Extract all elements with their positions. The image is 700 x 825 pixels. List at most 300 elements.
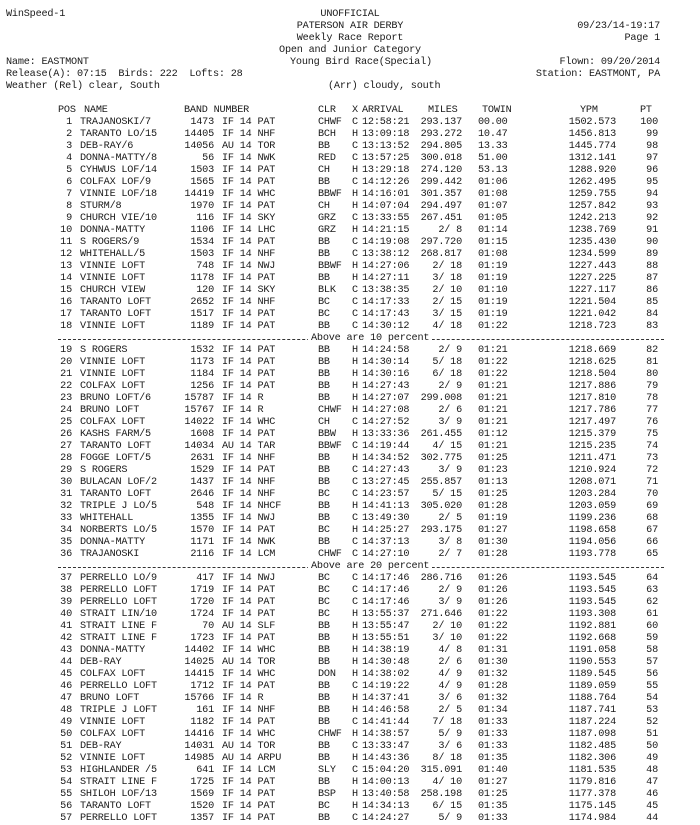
- row-clr: BB: [318, 717, 330, 728]
- row-pt: 73: [646, 453, 658, 464]
- row-arrival: 14:27:10: [362, 549, 410, 560]
- separator-label: Above are 20 percent: [308, 561, 432, 573]
- table-row: [0, 801, 700, 813]
- row-pt: 59: [646, 633, 658, 644]
- row-pt: 70: [646, 489, 658, 500]
- row-pt: 75: [646, 429, 658, 440]
- row-towin: 01:21: [478, 417, 508, 428]
- row-miles: 268.817: [420, 249, 462, 260]
- row-band: 15787: [184, 393, 214, 404]
- row-pos: 51: [60, 741, 72, 752]
- row-pos: 52: [60, 753, 72, 764]
- table-row: [0, 645, 700, 657]
- row-arrival: 14:30:14: [362, 357, 410, 368]
- release-info: Release(A): 07:15 Birds: 222 Lofts: 28: [6, 69, 243, 80]
- row-pos: 22: [60, 381, 72, 392]
- row-name: TRAJANOSKI/7: [80, 117, 151, 128]
- row-towin: 53.13: [478, 165, 508, 176]
- row-band: 548: [196, 501, 214, 512]
- row-pt: 66: [646, 537, 658, 548]
- row-x: H: [352, 657, 358, 668]
- row-pt: 93: [646, 201, 658, 212]
- row-name: PERRELLO LOFT: [80, 813, 157, 824]
- row-band: 14405: [184, 129, 214, 140]
- row-club: AU 14 TOR: [222, 141, 276, 152]
- row-arrival: 14:41:44: [362, 717, 410, 728]
- row-band: 1719: [190, 585, 214, 596]
- row-ypm: 1262.495: [568, 177, 616, 188]
- location-name: Name: EASTMONT: [6, 57, 89, 68]
- row-miles: 4/ 18: [432, 321, 462, 332]
- row-pos: 25: [60, 417, 72, 428]
- row-club: IF 14 PAT: [222, 165, 276, 176]
- row-band: 1720: [190, 597, 214, 608]
- row-club: IF 14 PAT: [222, 801, 276, 812]
- row-name: PERRELLO LO/9: [80, 573, 157, 584]
- row-clr: GRZ: [318, 225, 336, 236]
- row-arrival: 13:38:35: [362, 285, 410, 296]
- row-arrival: 14:27:08: [362, 405, 410, 416]
- row-name: COLFAX LOFT: [80, 669, 146, 680]
- row-name: TARANTO LOFT: [80, 441, 151, 452]
- row-clr: CH: [318, 201, 330, 212]
- row-ypm: 1257.842: [568, 201, 616, 212]
- row-club: IF 14 R: [222, 393, 264, 404]
- table-row: [0, 813, 700, 825]
- row-club: IF 14 PAT: [222, 789, 276, 800]
- row-clr: BB: [318, 681, 330, 692]
- row-name: PERRELLO LOFT: [80, 681, 157, 692]
- row-club: IF 14 NHF: [222, 489, 276, 500]
- row-ypm: 1502.573: [568, 117, 616, 128]
- row-name: KASHS FARM/5: [80, 429, 151, 440]
- row-pt: 55: [646, 681, 658, 692]
- row-miles: 294.805: [420, 141, 462, 152]
- table-row: [0, 537, 700, 549]
- row-miles: 2/ 9: [438, 381, 462, 392]
- row-miles: 271.646: [420, 609, 462, 620]
- row-arrival: 13:49:30: [362, 513, 410, 524]
- separator-label: Above are 10 percent: [308, 333, 432, 345]
- row-club: AU 14 TOR: [222, 657, 276, 668]
- row-name: TRIPLE J LOFT: [80, 705, 157, 716]
- row-towin: 01:25: [478, 453, 508, 464]
- row-ypm: 1208.071: [568, 477, 616, 488]
- program-name: WinSpeed-1: [6, 9, 66, 20]
- table-row: [0, 681, 700, 693]
- row-pos: 49: [60, 717, 72, 728]
- row-clr: BBWF: [318, 261, 342, 272]
- table-row: [0, 273, 700, 285]
- row-miles: 3/ 6: [438, 741, 462, 752]
- row-x: C: [352, 153, 358, 164]
- row-band: 2631: [190, 453, 214, 464]
- row-ypm: 1217.497: [568, 417, 616, 428]
- row-clr: BB: [318, 273, 330, 284]
- row-band: 1565: [190, 177, 214, 188]
- row-band: 14034: [184, 441, 214, 452]
- row-miles: 2/ 7: [438, 549, 462, 560]
- row-miles: 3/ 9: [438, 465, 462, 476]
- row-band: 1532: [190, 345, 214, 356]
- row-pt: 79: [646, 381, 658, 392]
- row-arrival: 14:30:16: [362, 369, 410, 380]
- row-name: VINNIE LOFT: [80, 717, 146, 728]
- row-pt: 50: [646, 741, 658, 752]
- row-club: IF 14 NWJ: [222, 513, 276, 524]
- row-arrival: 14:41:13: [362, 501, 410, 512]
- row-towin: 01:28: [478, 549, 508, 560]
- row-pos: 5: [66, 165, 72, 176]
- row-ypm: 1187.098: [568, 729, 616, 740]
- row-x: C: [352, 513, 358, 524]
- row-miles: 315.091: [420, 765, 462, 776]
- row-pos: 57: [60, 813, 72, 824]
- row-pos: 2: [66, 129, 72, 140]
- row-name: VINNIE LOF/18: [80, 189, 157, 200]
- row-name: VINNIE LOFT: [80, 357, 146, 368]
- row-band: 14402: [184, 645, 214, 656]
- table-row: [0, 129, 700, 141]
- row-name: TARANTO LOFT: [80, 489, 151, 500]
- row-name: S ROGERS: [80, 465, 128, 476]
- row-pos: 45: [60, 669, 72, 680]
- row-clr: BB: [318, 249, 330, 260]
- table-row: [0, 117, 700, 129]
- row-pos: 21: [60, 369, 72, 380]
- row-x: H: [352, 609, 358, 620]
- row-pt: 97: [646, 153, 658, 164]
- row-arrival: 14:21:15: [362, 225, 410, 236]
- table-row: [0, 549, 700, 561]
- row-band: 2116: [190, 549, 214, 560]
- row-band: 14031: [184, 741, 214, 752]
- row-miles: 2/ 6: [438, 405, 462, 416]
- row-pt: 92: [646, 213, 658, 224]
- row-miles: 3/ 9: [438, 417, 462, 428]
- row-x: C: [352, 117, 358, 128]
- row-pos: 53: [60, 765, 72, 776]
- row-arrival: 14:24:27: [362, 813, 410, 824]
- row-pos: 54: [60, 777, 72, 788]
- row-pos: 43: [60, 645, 72, 656]
- row-pos: 9: [66, 213, 72, 224]
- row-arrival: 14:17:46: [362, 573, 410, 584]
- row-x: C: [352, 681, 358, 692]
- row-name: STRAIT LINE F: [80, 777, 157, 788]
- row-band: 1189: [190, 321, 214, 332]
- row-club: AU 14 TOR: [222, 741, 276, 752]
- row-x: H: [352, 777, 358, 788]
- row-towin: 01:28: [478, 501, 508, 512]
- row-clr: BBWF: [318, 189, 342, 200]
- row-band: 1712: [190, 681, 214, 692]
- table-row: [0, 345, 700, 357]
- report-status: UNOFFICIAL: [320, 9, 380, 20]
- row-clr: BB: [318, 633, 330, 644]
- row-pt: 100: [640, 117, 658, 128]
- row-arrival: 13:09:18: [362, 129, 410, 140]
- row-towin: 01:22: [478, 369, 508, 380]
- row-miles: 3/ 15: [432, 309, 462, 320]
- row-band: 1517: [190, 309, 214, 320]
- row-clr: BB: [318, 453, 330, 464]
- col-pt: PT: [640, 105, 652, 116]
- row-pt: 72: [646, 465, 658, 476]
- row-x: H: [352, 369, 358, 380]
- row-pos: 37: [60, 573, 72, 584]
- row-name: TRAJANOSKI: [80, 549, 140, 560]
- row-miles: 5/ 15: [432, 489, 462, 500]
- row-name: PERRELLO LOFT: [80, 585, 157, 596]
- row-clr: BB: [318, 513, 330, 524]
- row-band: 14416: [184, 729, 214, 740]
- row-band: 748: [196, 261, 214, 272]
- row-name: STRAIT LIN/10: [80, 609, 157, 620]
- row-club: IF 14 PAT: [222, 321, 276, 332]
- row-clr: CH: [318, 417, 330, 428]
- row-band: 1608: [190, 429, 214, 440]
- table-row: [0, 453, 700, 465]
- row-arrival: 14:17:46: [362, 585, 410, 596]
- table-row: [0, 381, 700, 393]
- row-clr: BB: [318, 357, 330, 368]
- row-ypm: 1191.058: [568, 645, 616, 656]
- row-towin: 01:30: [478, 537, 508, 548]
- row-pt: 47: [646, 777, 658, 788]
- row-x: C: [352, 717, 358, 728]
- row-towin: 01:15: [478, 237, 508, 248]
- row-arrival: 14:38:19: [362, 645, 410, 656]
- row-ypm: 1192.881: [568, 621, 616, 632]
- weather-release: Weather (Rel) clear, South: [6, 81, 160, 92]
- row-arrival: 13:27:45: [362, 477, 410, 488]
- row-name: BRUNO LOFT: [80, 693, 140, 704]
- row-towin: 01:21: [478, 441, 508, 452]
- row-band: 1723: [190, 633, 214, 644]
- table-row: [0, 249, 700, 261]
- table-row: [0, 429, 700, 441]
- row-clr: BB: [318, 693, 330, 704]
- row-x: C: [352, 309, 358, 320]
- row-pos: 41: [60, 621, 72, 632]
- row-club: IF 14 PAT: [222, 345, 276, 356]
- row-towin: 01:22: [478, 357, 508, 368]
- row-arrival: 13:55:47: [362, 621, 410, 632]
- table-row: [0, 141, 700, 153]
- row-name: DEB-RAY: [80, 741, 122, 752]
- row-club: AU 14 SLF: [222, 621, 276, 632]
- page-number: Page 1: [624, 33, 660, 44]
- table-row: [0, 189, 700, 201]
- row-name: COLFAX LOFT: [80, 417, 146, 428]
- row-x: H: [352, 525, 358, 536]
- row-towin: 01:25: [478, 789, 508, 800]
- row-arrival: 14:00:13: [362, 777, 410, 788]
- row-name: BRUNO LOFT: [80, 405, 140, 416]
- row-clr: BC: [318, 309, 330, 320]
- row-clr: BB: [318, 141, 330, 152]
- row-pos: 16: [60, 297, 72, 308]
- row-ypm: 1218.504: [568, 369, 616, 380]
- row-club: IF 14 NWJ: [222, 261, 276, 272]
- row-ypm: 1192.668: [568, 633, 616, 644]
- table-row: [0, 369, 700, 381]
- table-row: [0, 225, 700, 237]
- row-miles: 302.775: [420, 453, 462, 464]
- row-miles: 293.175: [420, 525, 462, 536]
- col-pos: POS: [58, 105, 76, 116]
- row-band: 1534: [190, 237, 214, 248]
- row-clr: CHWF: [318, 729, 342, 740]
- row-ypm: 1193.308: [568, 609, 616, 620]
- row-clr: SLY: [318, 765, 336, 776]
- row-x: C: [352, 297, 358, 308]
- row-arrival: 14:27:11: [362, 273, 410, 284]
- row-clr: CHWF: [318, 117, 342, 128]
- row-name: DONNA-MATTY: [80, 537, 146, 548]
- row-towin: 01:13: [478, 477, 508, 488]
- row-miles: 300.018: [420, 153, 462, 164]
- row-arrival: 12:58:21: [362, 117, 410, 128]
- row-miles: 299.442: [420, 177, 462, 188]
- row-x: C: [352, 489, 358, 500]
- row-pt: 48: [646, 765, 658, 776]
- row-x: H: [352, 669, 358, 680]
- row-club: IF 14 PAT: [222, 525, 276, 536]
- row-club: IF 14 NHF: [222, 129, 276, 140]
- row-x: C: [352, 549, 358, 560]
- row-towin: 51.00: [478, 153, 508, 164]
- row-pos: 27: [60, 441, 72, 452]
- row-towin: 01:27: [478, 777, 508, 788]
- row-pos: 50: [60, 729, 72, 740]
- row-x: H: [352, 405, 358, 416]
- row-pt: 54: [646, 693, 658, 704]
- row-miles: 2/ 15: [432, 297, 462, 308]
- row-clr: BB: [318, 381, 330, 392]
- col-miles: MILES: [428, 105, 458, 116]
- row-pt: 80: [646, 369, 658, 380]
- row-band: 14985: [184, 753, 214, 764]
- row-club: IF 14 PAT: [222, 777, 276, 788]
- row-ypm: 1242.213: [568, 213, 616, 224]
- row-band: 116: [196, 213, 214, 224]
- row-name: COLFAX LOFT: [80, 381, 146, 392]
- col-towin: TOWIN: [482, 105, 512, 116]
- table-row: [0, 153, 700, 165]
- row-band: 1171: [190, 537, 214, 548]
- row-ypm: 1181.535: [568, 765, 616, 776]
- row-towin: 01:07: [478, 201, 508, 212]
- row-x: C: [352, 537, 358, 548]
- row-x: H: [352, 381, 358, 392]
- row-miles: 2/ 5: [438, 513, 462, 524]
- row-club: IF 14 WHC: [222, 729, 276, 740]
- col-band: BAND NUMBER: [184, 105, 250, 116]
- row-club: IF 14 NHF: [222, 453, 276, 464]
- table-row: [0, 585, 700, 597]
- row-arrival: 14:17:33: [362, 297, 410, 308]
- row-pt: 87: [646, 273, 658, 284]
- row-towin: 01:22: [478, 321, 508, 332]
- row-ypm: 1177.378: [568, 789, 616, 800]
- row-club: IF 14 PAT: [222, 369, 276, 380]
- row-name: DONNA-MATTY/8: [80, 153, 157, 164]
- row-pos: 48: [60, 705, 72, 716]
- row-towin: 01:19: [478, 513, 508, 524]
- row-ypm: 1217.810: [568, 393, 616, 404]
- row-club: IF 14 NHF: [222, 477, 276, 488]
- table-row: [0, 753, 700, 765]
- row-name: DONNA-MATTY: [80, 225, 146, 236]
- row-name: DEB-RAY: [80, 657, 122, 668]
- row-miles: 2/ 9: [438, 345, 462, 356]
- row-pos: 56: [60, 801, 72, 812]
- row-ypm: 1193.778: [568, 549, 616, 560]
- row-name: DEB-RAY/6: [80, 141, 134, 152]
- row-band: 2652: [190, 297, 214, 308]
- row-club: IF 14 PAT: [222, 309, 276, 320]
- row-miles: 2/ 8: [438, 225, 462, 236]
- row-pos: 23: [60, 393, 72, 404]
- row-club: IF 14 LCM: [222, 765, 276, 776]
- row-towin: 01:12: [478, 429, 508, 440]
- row-ypm: 1445.774: [568, 141, 616, 152]
- row-band: 1106: [190, 225, 214, 236]
- club-name: PATERSON AIR DERBY: [296, 21, 404, 32]
- row-miles: 274.120: [420, 165, 462, 176]
- row-miles: 4/ 9: [438, 669, 462, 680]
- row-club: IF 14 WHC: [222, 645, 276, 656]
- row-band: 1529: [190, 465, 214, 476]
- row-towin: 01:06: [478, 177, 508, 188]
- table-row: [0, 321, 700, 333]
- row-ypm: 1203.059: [568, 501, 616, 512]
- row-club: IF 14 PAT: [222, 813, 276, 824]
- row-clr: BB: [318, 537, 330, 548]
- row-clr: BC: [318, 297, 330, 308]
- row-clr: BB: [318, 705, 330, 716]
- row-arrival: 13:29:18: [362, 165, 410, 176]
- row-band: 70: [202, 621, 214, 632]
- table-row: [0, 777, 700, 789]
- row-towin: 01:08: [478, 249, 508, 260]
- row-towin: 01:25: [478, 489, 508, 500]
- row-name: STURM/8: [80, 201, 122, 212]
- row-pt: 86: [646, 285, 658, 296]
- row-club: IF 14 PAT: [222, 717, 276, 728]
- row-miles: 255.857: [420, 477, 462, 488]
- row-x: H: [352, 789, 358, 800]
- row-x: H: [352, 345, 358, 356]
- row-x: H: [352, 801, 358, 812]
- row-x: C: [352, 741, 358, 752]
- row-name: STRAIT LINE F: [80, 621, 157, 632]
- row-pt: 76: [646, 417, 658, 428]
- row-x: H: [352, 189, 358, 200]
- row-pos: 12: [60, 249, 72, 260]
- row-pos: 3: [66, 141, 72, 152]
- row-pos: 1: [66, 117, 72, 128]
- row-name: DONNA-MATTY: [80, 645, 146, 656]
- row-pos: 31: [60, 489, 72, 500]
- row-arrival: 14:38:02: [362, 669, 410, 680]
- row-band: 14415: [184, 669, 214, 680]
- table-row: [0, 441, 700, 453]
- row-band: 161: [196, 705, 214, 716]
- row-pos: 34: [60, 525, 72, 536]
